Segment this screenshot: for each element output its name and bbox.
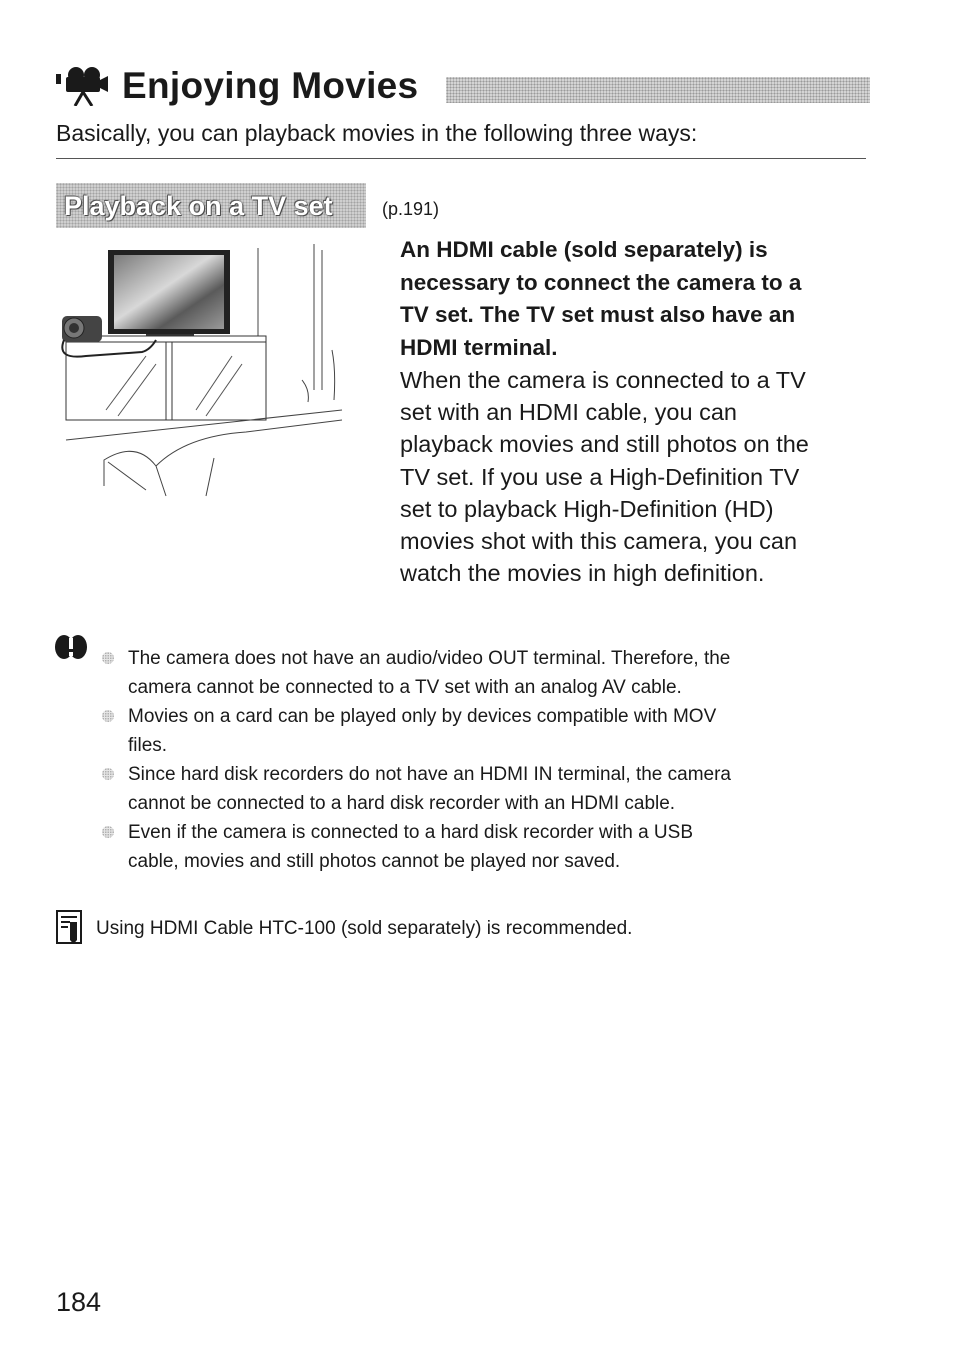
page-title: Enjoying Movies [122, 65, 419, 106]
section-heading-label: Playback on a TV set [64, 191, 333, 221]
description-line: set with an HDMI cable, you can [400, 399, 737, 426]
description-line: movies shot with this camera, you can [400, 528, 798, 555]
caution-line: Even if the camera is connected to a hard disk recorder with a USB [128, 822, 693, 843]
bullet-icon [102, 710, 114, 722]
caution-list [100, 644, 870, 876]
camera-connected-to-tv-illustration [46, 240, 352, 502]
caution-line: camera cannot be connected to a TV set with an analog AV cable. [128, 677, 682, 698]
caution-line: cannot be connected to a hard disk recorder with an HDMI cable. [128, 793, 676, 814]
description-text [400, 364, 870, 589]
caution-item [100, 644, 870, 702]
title-decoration-bar [446, 77, 870, 103]
caution-item [100, 760, 870, 818]
section-body [400, 234, 870, 589]
requirement-text [400, 234, 870, 364]
bullet-icon [102, 768, 114, 780]
bullet-icon [102, 652, 114, 664]
section-heading [56, 183, 366, 228]
description-line: TV set. If you use a High-Definition TV [400, 463, 800, 490]
caution-icon [53, 632, 89, 662]
caution-line: The camera does not have an audio/video OUT terminal. Therefore, the [128, 648, 731, 669]
requirement-line: necessary to connect the camera to a [400, 269, 802, 295]
caution-line: Since hard disk recorders do not have an HDMI IN terminal, the camera [128, 764, 731, 785]
description-line: When the camera is connected to a TV [400, 367, 806, 393]
divider [56, 158, 866, 159]
bullet-icon [102, 826, 114, 838]
requirement-line: An HDMI cable (sold separately) is [400, 237, 768, 262]
requirement-line: TV set. The TV set must also have an [400, 302, 796, 327]
memo-icon [56, 910, 82, 944]
page-number: 184 [56, 1287, 102, 1317]
caution-item [100, 702, 870, 760]
intro-text: Basically, you can playback movies in the following three ways: [56, 120, 698, 146]
description-line: set to playback High-Definition (HD) [400, 495, 774, 522]
note-text: Using HDMI Cable HTC-100 (sold separately) is recommended. [96, 918, 633, 939]
caution-line: files. [128, 735, 168, 756]
caution-line: cable, movies and still photos cannot be played nor saved. [128, 851, 621, 872]
description-line: playback movies and still photos on the [400, 431, 809, 458]
requirement-line: HDMI terminal. [400, 334, 558, 360]
page-reference: (p.191) [382, 199, 440, 219]
movie-camera-icon [56, 66, 108, 106]
caution-item [100, 818, 870, 876]
description-line: watch the movies in high definition. [400, 560, 765, 587]
title-row [56, 62, 870, 112]
caution-line: Movies on a card can be played only by devices compatible with MOV [128, 706, 717, 727]
